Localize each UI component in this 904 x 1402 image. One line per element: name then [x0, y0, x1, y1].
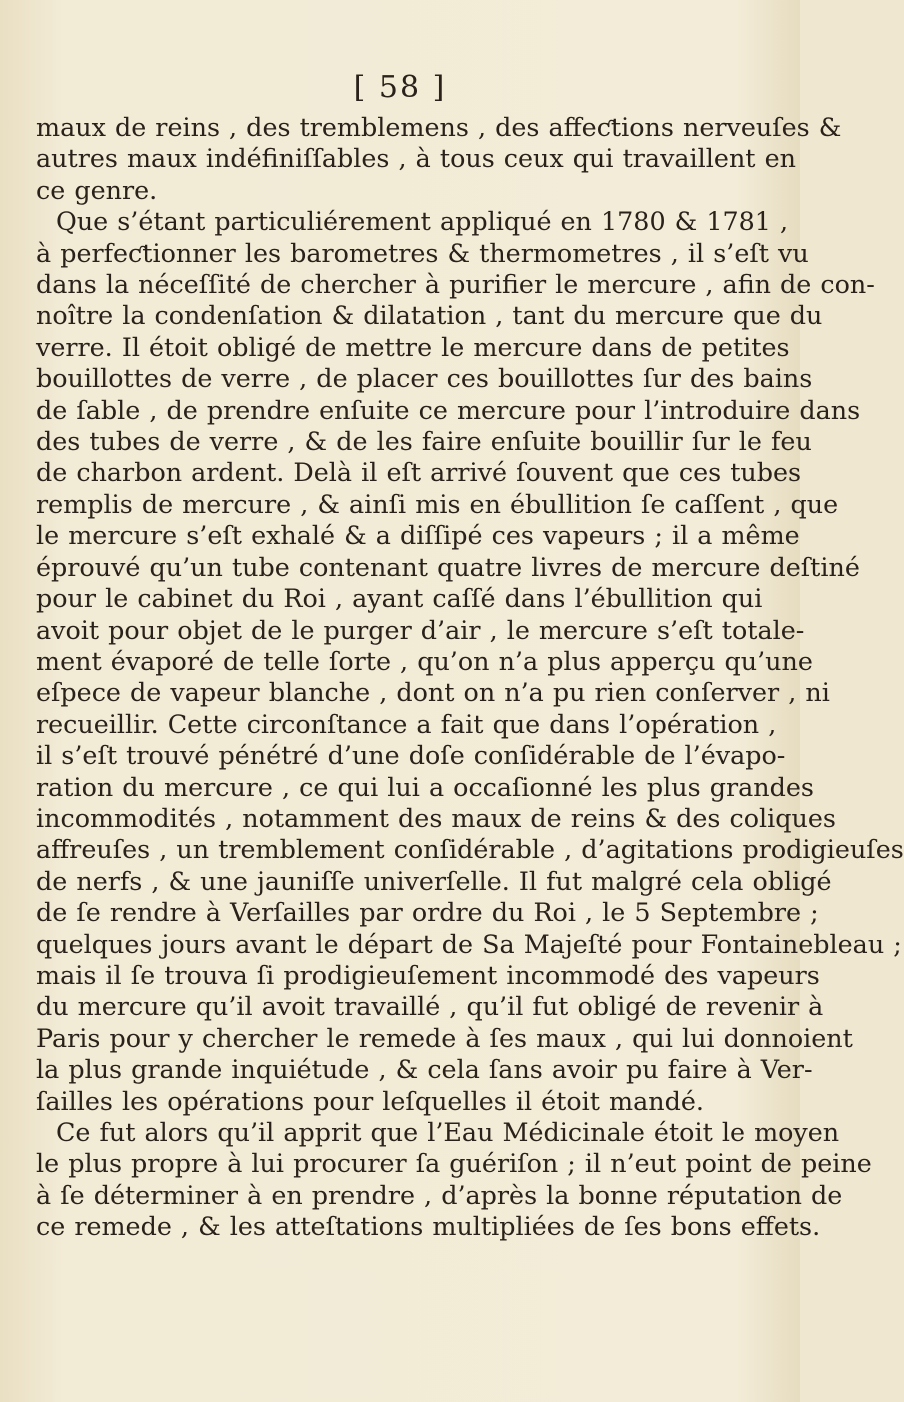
- text-line: à ſe déterminer à en prendre , d’après la bonne réputation de: [36, 1179, 843, 1210]
- text-line: ce genre.: [36, 174, 158, 205]
- text-line: dans la néceſſité de chercher à purifier le mercure , afin de con-: [36, 269, 875, 300]
- text-line: du mercure qu’il avoit travaillé , qu’il fut obligé de revenir à: [36, 991, 824, 1022]
- text-line: Paris pour y chercher le remede à ſes maux , qui lui donnoient: [36, 1022, 853, 1053]
- text-line: le mercure s’eſt exhalé & a diſſipé ces vapeurs ; il a même: [36, 520, 800, 551]
- text-line: il s’eſt trouvé pénétré d’une doſe conſidérable de l’évapo-: [36, 740, 786, 771]
- text-line: maux de reins , des tremblemens , des affeƈtions nerveuſes &: [36, 112, 842, 142]
- text-line: eſpece de vapeur blanche , dont on n’a pu rien conſerver , ni: [36, 677, 830, 708]
- text-line: ment évaporé de telle ſorte , qu’on n’a plus apperçu qu’une: [36, 645, 813, 676]
- text-line: des tubes de verre , & de les faire enſuite bouillir ſur le feu: [36, 426, 812, 457]
- page-number: [ 58 ]: [353, 70, 447, 105]
- text-line: ſailles les opérations pour leſquelles il étoit mandé.: [36, 1085, 704, 1116]
- text-line: le plus propre à lui procurer ſa guériſon ; il n’eut point de peine: [36, 1148, 872, 1179]
- text-line: de ſable , de prendre enſuite ce mercure pour l’introduire dans: [36, 394, 861, 425]
- text-line: de nerfs , & une jauniſſe univerſelle. Il fut malgré cela obligé: [36, 865, 832, 896]
- text-line: avoit pour objet de le purger d’air , le mercure s’eſt totale-: [36, 614, 805, 645]
- text-line: mais il ſe trouva ſi prodigieuſement incommodé des vapeurs: [36, 959, 820, 990]
- text-line: de charbon ardent. Delà il eſt arrivé ſouvent que ces tubes: [36, 457, 802, 488]
- text-line: de ſe rendre à Verſailles par ordre du Roi , le 5 Septembre ;: [36, 897, 819, 928]
- text-line: autres maux indéfiniſſables , à tous ceux qui travaillent en: [36, 143, 796, 174]
- text-line: quelques jours avant le départ de Sa Majeſté pour Fontainebleau ;: [36, 928, 902, 959]
- body-text: [36, 112, 904, 1243]
- paragraph: [36, 1117, 872, 1243]
- text-line: Que s’étant particuliérement appliqué en 1780 & 1781 ,: [56, 206, 789, 237]
- paragraph: [36, 112, 842, 206]
- text-line: bouillottes de verre , de placer ces bouillottes ſur des bains: [36, 363, 813, 394]
- text-line: verre. Il étoit obligé de mettre le mercure dans de petites: [36, 331, 790, 362]
- text-line: pour le cabinet du Roi , ayant caſſé dans l’ébullition qui: [36, 583, 763, 614]
- text-line: ration du mercure , ce qui lui a occaſionné les plus grandes: [36, 771, 814, 802]
- text-line: à perfeƈtionner les barometres & thermometres , il s’eſt vu: [36, 237, 809, 268]
- text-line: la plus grande inquiétude , & cela ſans avoir pu faire à Ver-: [36, 1054, 813, 1085]
- text-line: ce remede , & les atteſtations multipliées de ſes bons effets.: [36, 1211, 821, 1242]
- text-line: Ce fut alors qu’il apprit que l’Eau Médicinale étoit le moyen: [56, 1117, 840, 1147]
- paragraph: [36, 206, 904, 1117]
- text-line: incommodités , notamment des maux de reins & des coliques: [36, 802, 836, 833]
- text-line: éprouvé qu’un tube contenant quatre livres de mercure deſtiné: [36, 551, 860, 582]
- text-line: recueillir. Cette circonſtance a fait que dans l’opération ,: [36, 708, 777, 739]
- text-line: noître la condenſation & dilatation , tant du mercure que du: [36, 300, 823, 331]
- text-line: affreuſes , un tremblement conſidérable , d’agitations prodigieuſes: [36, 834, 904, 865]
- text-line: remplis de mercure , & ainſi mis en ébullition ſe caſſent , que: [36, 488, 839, 519]
